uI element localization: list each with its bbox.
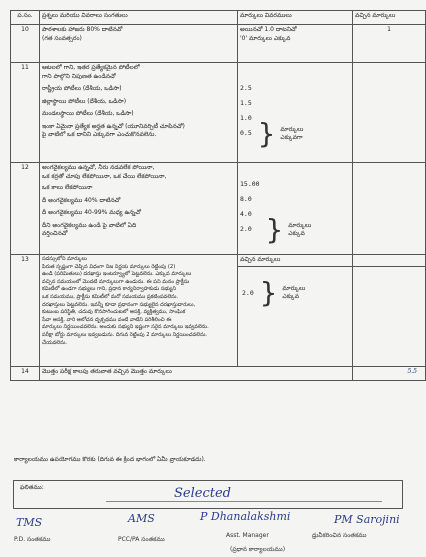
row-details xyxy=(40,25,238,63)
marks-values xyxy=(240,81,252,141)
marks-values xyxy=(242,286,254,301)
detail-line: పరీక్షా బోర్డు మార్కులు ఇవ్వబడును. దిగువ రెట్టింపు 2 మార్కులు నిర్ణయించవలెను. xyxy=(42,331,208,338)
detail-line: సేవా ఆసక్తి, వారి ఆలోచన దృక్పథము వంటి వాటిని పరిశీలించి ఈ xyxy=(42,316,172,323)
mark-value: 4.0 xyxy=(240,210,252,218)
detail-line: పై వాటిలో ఒక దానిని ఎక్కువగా ఎంచుకొనవలెను. xyxy=(42,131,157,138)
signature-verifier: PM Sarojini xyxy=(334,513,400,526)
row-criteria xyxy=(238,255,353,367)
detail-line: (గత సంవత్సరం) xyxy=(42,34,82,42)
criteria-subheader: వచ్చిన మార్కులు xyxy=(238,255,352,267)
row-number: 13 xyxy=(11,255,40,367)
brace-icon: } xyxy=(257,116,276,150)
signature-pcc: AMS xyxy=(128,512,155,525)
detail-line: వచ్చిన సమయంలో మొదటి మార్కులుగా ఉండును. ఈ పని మనం ప్రాక్టీసు xyxy=(42,278,190,285)
detail-line: దరఖాస్తులు పెట్టవలెను. ఇవన్నీ కూడా ప్రధానంగా సభ్యులైన దరఖాస్తుదారులు, xyxy=(42,301,196,308)
mark-value: 8.0 xyxy=(240,195,252,203)
detail-line: ఒక సమయము, ప్రాక్టీసు కమిటీలో మరో సమయము ప్రకటింపవలెను. xyxy=(42,293,179,300)
row-score xyxy=(353,163,426,255)
mark-value: 1.5 xyxy=(240,99,252,107)
detail-line: ఇంకా ఏమైనా ప్రత్యేక అర్హత ఉన్నచో (యూనివర్సిటీ చూపినచో) xyxy=(42,122,185,130)
signature-caption: (ప్రధాన కార్యాలయము) xyxy=(230,546,286,553)
row-score xyxy=(353,255,426,367)
brace-label xyxy=(288,222,311,238)
brace-label-line: మార్కులు xyxy=(282,285,306,292)
detail-line: మండలస్థాయి పోటీలు (దేశీయ, ఒడిసా) xyxy=(42,110,134,117)
row-criteria xyxy=(238,25,353,63)
detail-line: కుటుంబ పరిస్థితి, చదువు కొనసాగించుటలో ఆసక్తి, వ్యక్తిత్వము, సాంఘిక xyxy=(42,309,186,316)
row-number: 14 xyxy=(11,367,40,381)
detail-line: రాష్ట్రీయ పోటీలు (దేశీయ, ఒడిసా) xyxy=(42,85,122,92)
detail-line: దీని అంగవైకల్యము ఉండి పై వాటిలో ఏది xyxy=(42,221,137,229)
mark-value: 2.0 xyxy=(242,288,254,297)
mark-value: 2.5 xyxy=(240,84,252,92)
row-details: మొత్తం పరీక్ష కాలపు తరువాత వచ్చిన మొత్తం మార్కులు xyxy=(40,367,353,381)
row-criteria xyxy=(238,63,353,163)
table-row xyxy=(11,163,426,255)
criteria-line: అయినచో 1.0 దాటనిచో xyxy=(240,26,297,33)
brace-label xyxy=(280,126,303,142)
signature-label-pd: P.D. సంతకము xyxy=(14,536,51,543)
row-criteria xyxy=(238,163,353,255)
detail-line: జిల్లాస్థాయి పోటీలు (దేశీయ, ఒడిసా) xyxy=(42,97,127,105)
brace-label-line: ఎక్కువగా xyxy=(280,133,303,141)
outcome-label: ఫలితము: xyxy=(20,484,44,491)
mark-value: 15.00 xyxy=(240,180,260,188)
signature-label-pcc: PCC/PA సంతకము xyxy=(118,536,165,543)
header-score: వచ్చిన మార్కులు xyxy=(353,11,426,25)
brace-label xyxy=(282,285,305,301)
signature-label-verifier: ధ్రువీకరించిన సంతకము xyxy=(312,532,367,539)
detail-line: దీ అంగవైకల్యము 40% దాటినచో xyxy=(42,196,121,204)
detail-line: పాఠశాలకు హాజరు 80% దాటినవో xyxy=(42,26,123,33)
header-details: ప్రశ్నలు మరియు వివరాలు సంగతులు xyxy=(40,11,238,25)
mark-value: 2.0 xyxy=(240,225,252,233)
brace-label-line: ఎక్కువ xyxy=(282,293,299,300)
row-score-value xyxy=(353,267,425,269)
office-use-note: కార్యాలయము ఉపయోగము కొరకు (దిగువ ఈ క్రింద భాగంలో ఏమీ వ్రాయకూడదు). xyxy=(14,456,206,463)
signature-label-manager: Asst. Manager xyxy=(226,532,269,539)
brace-label-line: ఎక్కువ xyxy=(288,229,305,237)
brace-icon: } xyxy=(259,276,278,309)
detail-line: చేయవలెను. xyxy=(42,339,68,346)
outcome-rule xyxy=(106,501,382,502)
header-criteria: మార్కులు వివరములు xyxy=(238,11,353,25)
brace-label-line: మార్కులు xyxy=(280,125,304,133)
row-number: 10 xyxy=(11,25,40,63)
detail-line: కమిటీలో ఉండగా సభ్యులు గాని, ప్రధాన కార్యనిర్వాహకుడు సభ్యుని xyxy=(42,286,177,293)
detail-line: దీ అంగవైకల్యము 40-99% మధ్య ఉన్నచో xyxy=(42,209,141,216)
brace-label-line: మార్కులు xyxy=(288,221,312,229)
row-score: 1 xyxy=(353,25,426,63)
row-score xyxy=(353,63,426,163)
mark-value: 0.5 xyxy=(240,129,252,137)
criteria-line: '0' మార్కులు ఎక్కువ xyxy=(240,34,291,42)
table-header-row xyxy=(11,11,426,25)
outcome-box xyxy=(13,480,403,509)
mark-value: 1.0 xyxy=(240,114,252,122)
row-number: 11 xyxy=(11,63,40,163)
outcome-value: Selected xyxy=(174,486,231,501)
detail-line: మార్కులు నిర్ణయించవలెను. అందుకు సభ్యుని ఇష్టంగా సరైన మార్కులు ఇవ్వవలెను. xyxy=(42,324,209,331)
marks-values xyxy=(240,177,260,237)
detail-line: వర్తించినచో xyxy=(42,230,68,237)
marks-table xyxy=(10,10,426,381)
detail-line: గాని పాల్గొని నిపుణత ఉండినచో xyxy=(42,72,116,80)
detail-line: అంగవైకల్యము ఉన్నచో, నీరు నడవలేక పోయినా, xyxy=(42,164,155,171)
header-serial: ప.సం. xyxy=(11,11,40,25)
detail-line: ఉండి (పరిమితులు) దరఖాస్తు ఇంటర్వ్యూలో పెట్టవలెను. ఎక్కువ మార్కులు xyxy=(42,271,192,278)
row-score: 5.5 xyxy=(353,367,426,381)
brace-icon: } xyxy=(265,212,284,246)
row-details xyxy=(40,163,238,255)
row-details xyxy=(40,63,238,163)
signature-pd: TMS xyxy=(16,516,43,529)
table-row xyxy=(11,63,426,163)
row-details xyxy=(40,255,238,367)
detail-line: ఆటలలో గాని, ఇతర ప్రత్యేకమైన పోటీలలో xyxy=(42,64,140,71)
detail-line: ఒక కర్రతో చూపు లేకపోయినా, ఒక చేయి లేకపోయినా, xyxy=(42,172,167,180)
table-row xyxy=(11,25,426,63)
table-row xyxy=(11,367,426,381)
detail-line: సదస్సులోని మార్కులు xyxy=(42,256,87,262)
table-row xyxy=(11,255,426,367)
detail-line: ఒక కాలు లేకపోయినా xyxy=(42,184,93,191)
signature-manager: P Dhanalakshmi xyxy=(200,510,291,523)
detail-line: పిరుత స్పష్టంగా చెప్పిన విధంగా నిజ నిర్ణయ మార్కులు రెట్టింపు (2) xyxy=(42,263,176,270)
row-number: 12 xyxy=(11,163,40,255)
